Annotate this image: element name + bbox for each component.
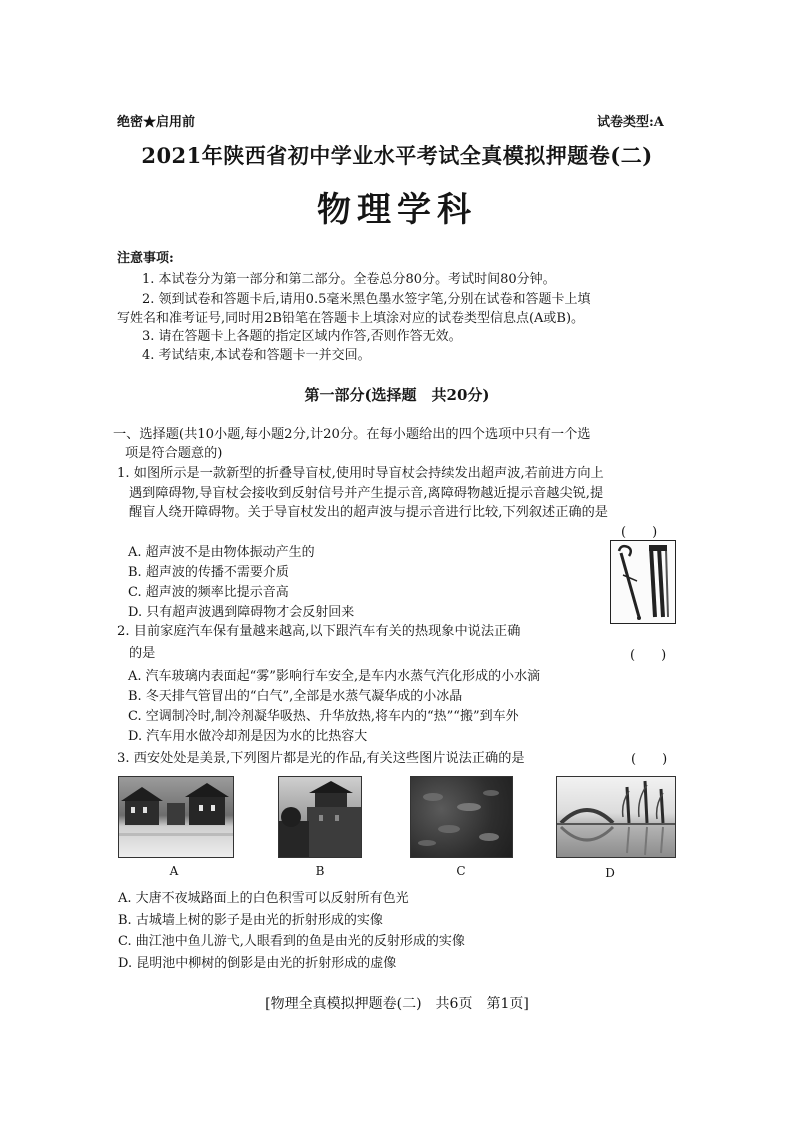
- paper-type-label: 试卷类型:A: [597, 115, 664, 130]
- page-footer: [物理全真模拟押题卷(二) 共6页 第1页]: [265, 996, 529, 1012]
- notice-line: 4. 考试结束,本试卷和答题卡一并交回。: [142, 348, 371, 363]
- question-3-option-c: C. 曲江池中鱼儿游弋,人眼看到的鱼是由光的反射形成的实像: [118, 934, 465, 949]
- photo-b-city-wall: [278, 776, 362, 858]
- question-3-option-d: D. 昆明池中柳树的倒影是由光的折射形成的虚像: [118, 956, 397, 971]
- question-2-option-a: A. 汽车玻璃内表面起“雾”影响行车安全,是车内水蒸气汽化形成的小水滴: [128, 669, 541, 684]
- question-1-stem: 醒盲人绕开障碍物。关于导盲杖发出的超声波与提示音进行比较,下列叙述正确的是: [129, 505, 608, 520]
- question-2-stem: 2. 目前家庭汽车保有量越来越高,以下跟汽车有关的热现象中说法正确: [117, 624, 521, 639]
- question-1-stem: 1. 如图所示是一款新型的折叠导盲杖,使用时导盲杖会持续发出超声波,若前进方向上: [117, 466, 604, 481]
- photo-caption-d: D: [605, 866, 615, 880]
- notice-line: 写姓名和准考证号,同时用2B铅笔在答题卡上填涂对应的试卷类型信息点(A或B)。: [117, 311, 585, 326]
- photo-a-night-city: [118, 776, 234, 858]
- question-1-stem: 遇到障碍物,导盲杖会接收到反射信号并产生提示音,离障碍物越近提示音越尖锐,提: [129, 486, 604, 501]
- notice-heading: 注意事项:: [117, 251, 174, 266]
- section-title: 第一部分(选择题 共20分): [304, 386, 490, 404]
- secret-label: 绝密★启用前: [117, 115, 196, 130]
- subject-title: 物理学科: [317, 190, 477, 230]
- question-3-stem: 3. 西安处处是美景,下列图片都是光的作品,有关这些图片说法正确的是: [117, 751, 525, 766]
- question-1-option-a: A. 超声波不是由物体振动产生的: [128, 545, 315, 560]
- photo-d-willow-reflection: [556, 776, 676, 858]
- question-2-option-d: D. 汽车用水做冷却剂是因为水的比热容大: [128, 729, 368, 744]
- question-1-option-b: B. 超声波的传播不需要介质: [128, 565, 289, 580]
- instructions-line: 一、选择题(共10小题,每小题2分,计20分。在每小题给出的四个选项中只有一个选: [113, 427, 591, 442]
- exam-title: 2021年陕西省初中学业水平考试全真模拟押题卷(二): [141, 143, 653, 168]
- notice-line: 2. 领到试卷和答题卡后,请用0.5毫米黑色墨水签字笔,分别在试卷和答题卡上填: [142, 292, 591, 307]
- photo-caption-a: A: [169, 864, 179, 878]
- photo-c-fish-pond: [410, 776, 513, 858]
- question-3-option-a: A. 大唐不夜城路面上的白色积雪可以反射所有色光: [118, 891, 409, 906]
- folding-cane-illustration: [611, 541, 675, 623]
- question-1-option-d: D. 只有超声波遇到障碍物才会反射回来: [128, 605, 355, 620]
- question-2-option-b: B. 冬天排气管冒出的“白气”,全部是水蒸气凝华成的小冰晶: [128, 689, 463, 704]
- guide-cane-figure: [610, 540, 676, 624]
- question-2-stem: 的是: [129, 646, 156, 661]
- notice-line: 1. 本试卷分为第一部分和第二部分。全卷总分80分。考试时间80分钟。: [142, 272, 556, 287]
- answer-bracket: ( ): [621, 525, 658, 540]
- question-3-option-b: B. 古城墙上树的影子是由光的折射形成的实像: [118, 913, 383, 928]
- question-1-option-c: C. 超声波的频率比提示音高: [128, 585, 289, 600]
- answer-bracket: ( ): [630, 648, 667, 663]
- photo-caption-b: B: [315, 864, 325, 878]
- notice-line: 3. 请在答题卡上各题的指定区域内作答,否则作答无效。: [142, 329, 462, 344]
- instructions-line: 项是符合题意的): [125, 446, 223, 461]
- question-2-option-c: C. 空调制冷时,制冷剂凝华吸热、升华放热,将车内的“热”“搬”到车外: [128, 709, 519, 724]
- photo-caption-c: C: [456, 864, 466, 878]
- answer-bracket: ( ): [631, 752, 668, 767]
